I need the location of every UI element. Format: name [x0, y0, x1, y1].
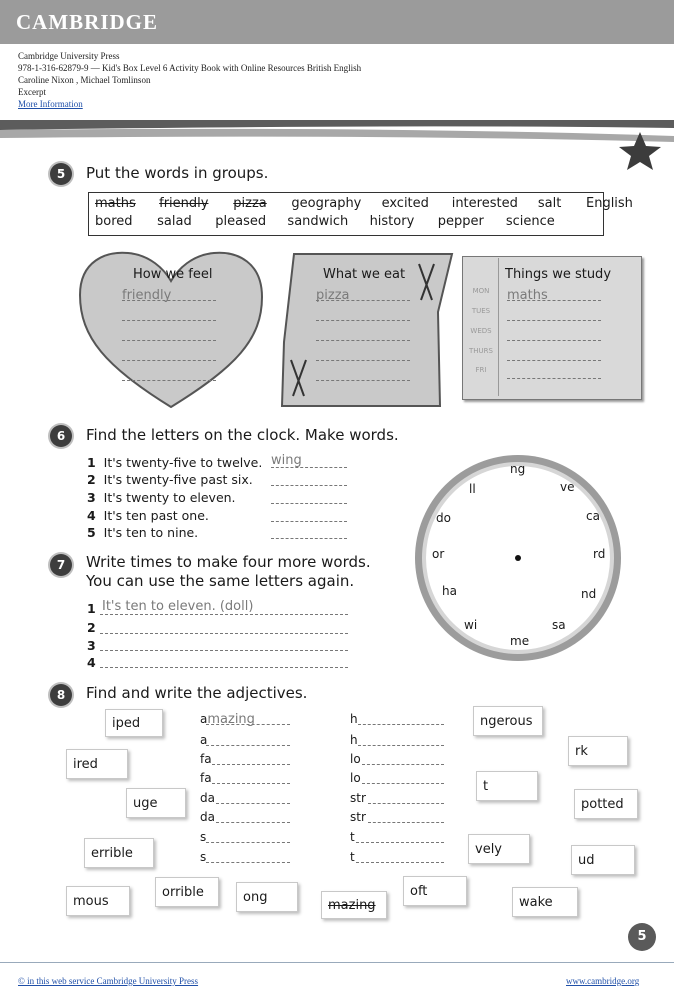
- adj-line-6[interactable]: [216, 822, 290, 823]
- exercise-8-number: 8: [50, 684, 72, 706]
- clock-label-7: wi: [464, 618, 478, 632]
- word-row-1: [95, 196, 633, 211]
- adj-col1-4: fa: [200, 771, 212, 785]
- card-ud: ud: [571, 845, 635, 875]
- clock-center-dot: [515, 555, 521, 561]
- ex6-answer-line-4[interactable]: [271, 521, 347, 522]
- study-line-4: [507, 360, 601, 361]
- word-bored: bored: [95, 214, 133, 229]
- card-ong: ong: [236, 882, 298, 912]
- item-text: It's ten past one.: [103, 508, 209, 523]
- adj-line-10[interactable]: [358, 745, 444, 746]
- adj-col2-7: t: [350, 830, 355, 844]
- adj-line-15[interactable]: [356, 842, 444, 843]
- adj-start: a: [200, 712, 208, 726]
- header-bar: [0, 0, 674, 44]
- ex6-item-5: [87, 525, 198, 540]
- ex7-line-4[interactable]: [100, 667, 348, 668]
- adj-col1-7: s: [200, 830, 207, 844]
- clock-label-8: ha: [442, 584, 457, 598]
- footer-copyright-link[interactable]: © in this web service Cambridge University Press: [18, 976, 199, 986]
- ex7-answer-1: It's ten to eleven. (doll): [102, 599, 254, 614]
- item-number: 4: [87, 508, 96, 523]
- eat-line-4: [316, 360, 410, 361]
- item-number: 1: [87, 455, 96, 470]
- what-we-eat-example: pizza: [316, 288, 350, 303]
- footer-website-link[interactable]: www.cambridge.org: [566, 976, 640, 986]
- item-number: 3: [87, 490, 96, 505]
- ex7-num-3: 3: [87, 638, 96, 653]
- item-text: It's twenty to eleven.: [103, 490, 236, 505]
- word-friendly: friendly: [159, 196, 209, 211]
- things-we-study-example: maths: [507, 288, 548, 303]
- authors: Caroline Nixon , Michael Tomlinson: [18, 75, 151, 85]
- word-maths: maths: [95, 196, 136, 211]
- exercise-5-instruction: Put the words in groups.: [86, 164, 269, 182]
- adj-line-12[interactable]: [362, 783, 444, 784]
- word-salad: salad: [157, 214, 192, 229]
- exercise-7-instruction-1: Write times to make four more words.: [86, 553, 371, 571]
- card-errible: errible: [84, 838, 154, 868]
- card-ngerous: ngerous: [473, 706, 543, 736]
- clock-label-5: sa: [552, 618, 566, 632]
- card-ired: ired: [66, 749, 128, 779]
- exercise-7-instruction-2: You can use the same letters again.: [86, 572, 355, 590]
- adj-line-8[interactable]: [206, 862, 290, 863]
- ex6-answer-line-1[interactable]: [271, 467, 347, 468]
- word-row-2: [95, 214, 555, 229]
- word-salt: salt: [537, 196, 562, 211]
- word-geography: geography: [291, 196, 362, 211]
- item-number: 2: [87, 472, 96, 487]
- adj-col1-3: fa: [200, 752, 212, 766]
- clock-label-11: ll: [469, 482, 476, 496]
- adj-line-11[interactable]: [362, 764, 444, 765]
- card-potted: potted: [574, 789, 638, 819]
- item-text: It's ten to nine.: [103, 525, 199, 540]
- exercise-5-number: 5: [50, 163, 72, 185]
- feel-line-1: [122, 300, 216, 301]
- adj-col2-5: str: [350, 791, 366, 805]
- day-weds: WEDS: [470, 327, 492, 335]
- adj-col2-1: h: [350, 712, 358, 726]
- adj-line-9[interactable]: [358, 724, 444, 725]
- word-english: English: [585, 196, 633, 211]
- header-swoosh-decoration: [0, 112, 674, 172]
- card-wake: wake: [512, 887, 578, 917]
- day-mon: MON: [472, 287, 490, 295]
- adj-line-1[interactable]: [206, 724, 290, 725]
- adj-line-2[interactable]: [206, 745, 290, 746]
- exercise-7-number: 7: [50, 554, 72, 576]
- word-pleased: pleased: [215, 214, 267, 229]
- adj-fill: mazing: [207, 712, 255, 727]
- isbn-title: 978-1-316-62879-9 — Kid's Box Level 6 Activity Book with Online Resources British English: [18, 63, 362, 73]
- how-we-feel-example: friendly: [122, 288, 172, 303]
- exercise-8-instruction: Find and write the adjectives.: [86, 684, 308, 702]
- how-we-feel-title: How we feel: [133, 267, 213, 282]
- adj-col1-6: da: [200, 810, 215, 824]
- adj-col1-2: a: [200, 733, 208, 747]
- ex7-line-3[interactable]: [100, 650, 348, 651]
- adj-col1-8: s: [200, 850, 207, 864]
- day-thurs: THURS: [469, 347, 493, 355]
- word-pepper: pepper: [437, 214, 484, 229]
- exercise-6-number: 6: [50, 425, 72, 447]
- ex6-answer-line-5[interactable]: [271, 538, 347, 539]
- card-mous: mous: [66, 886, 130, 916]
- word-excited: excited: [381, 196, 429, 211]
- adj-col2-6: str: [350, 810, 366, 824]
- footer-rule: [0, 962, 674, 963]
- study-line-3: [507, 340, 601, 341]
- ex6-item-3: [87, 490, 236, 505]
- adj-col2-8: t: [350, 850, 355, 864]
- adj-line-16[interactable]: [356, 862, 444, 863]
- adj-line-5[interactable]: [216, 803, 290, 804]
- clock-label-12: ng: [510, 462, 526, 476]
- card-iped: iped: [105, 709, 163, 737]
- clock-label-3: rd: [593, 547, 606, 561]
- word-pizza: pizza: [233, 196, 267, 211]
- word-box: [88, 192, 633, 236]
- ex6-item-2: [87, 472, 253, 487]
- adj-line-7[interactable]: [206, 842, 290, 843]
- ex6-answer-1: wing: [271, 453, 302, 468]
- ex6-item-1: [87, 455, 262, 470]
- eat-line-3: [316, 340, 410, 341]
- excerpt-label: Excerpt: [18, 87, 46, 97]
- feel-line-5: [122, 380, 216, 381]
- ex7-num-2: 2: [87, 620, 96, 635]
- what-we-eat-title: What we eat: [323, 267, 406, 282]
- ex6-answer-line-2[interactable]: [271, 485, 347, 486]
- ex7-num-1: 1: [87, 601, 96, 616]
- things-we-study-title: Things we study: [505, 267, 612, 282]
- item-number: 5: [87, 525, 96, 540]
- clock-label-1: ve: [560, 480, 575, 494]
- card-mazing: mazing: [321, 891, 387, 919]
- ex7-num-4: 4: [87, 655, 96, 670]
- card-uge: uge: [126, 788, 186, 818]
- adj-line-14[interactable]: [368, 822, 444, 823]
- word-science: science: [505, 214, 555, 229]
- timetable-divider: [498, 258, 499, 396]
- adj-col2-3: lo: [350, 752, 361, 766]
- more-information-link[interactable]: More Information: [18, 99, 83, 109]
- ex7-line-1[interactable]: [100, 614, 348, 615]
- adj-col2-2: h: [350, 733, 358, 747]
- clock-label-2: ca: [586, 509, 600, 523]
- word-history: history: [369, 214, 415, 229]
- item-text: It's twenty-five past six.: [103, 472, 253, 487]
- exercise-6-instruction: Find the letters on the clock. Make words.: [86, 426, 399, 444]
- feel-line-4: [122, 360, 216, 361]
- clock-label-6: me: [510, 634, 530, 648]
- feel-line-2: [122, 320, 216, 321]
- item-text: It's twenty-five to twelve.: [103, 455, 263, 470]
- adj-line-13[interactable]: [368, 803, 444, 804]
- page-number: 5: [628, 923, 656, 951]
- eat-line-1: [316, 300, 410, 301]
- ex6-answer-line-3[interactable]: [271, 503, 347, 504]
- cambridge-logo: CAMBRIDGE: [16, 10, 159, 34]
- adj-line-4[interactable]: [212, 783, 290, 784]
- eat-line-2: [316, 320, 410, 321]
- study-line-1: [507, 300, 601, 301]
- card-vely: vely: [468, 834, 530, 864]
- clock-label-9: or: [432, 547, 445, 561]
- eat-line-5: [316, 380, 410, 381]
- card-rk: rk: [568, 736, 628, 766]
- card-t: t: [476, 771, 538, 801]
- adj-col1-5: da: [200, 791, 215, 805]
- adj-col2-4: lo: [350, 771, 361, 785]
- ex6-item-4: [87, 508, 209, 523]
- ex7-line-2[interactable]: [100, 633, 348, 634]
- study-line-2: [507, 320, 601, 321]
- clock-label-10: do: [436, 511, 451, 525]
- word-sandwich: sandwich: [287, 214, 349, 229]
- feel-line-3: [122, 340, 216, 341]
- day-fri: FRI: [475, 366, 487, 374]
- study-line-5: [507, 378, 601, 379]
- card-orrible: orrible: [155, 877, 219, 907]
- card-oft: oft: [403, 876, 467, 906]
- day-tues: TUES: [471, 307, 491, 315]
- adj-line-3[interactable]: [212, 764, 290, 765]
- clock-label-4: nd: [581, 587, 597, 601]
- publisher: Cambridge University Press: [18, 51, 120, 61]
- word-interested: interested: [451, 196, 518, 211]
